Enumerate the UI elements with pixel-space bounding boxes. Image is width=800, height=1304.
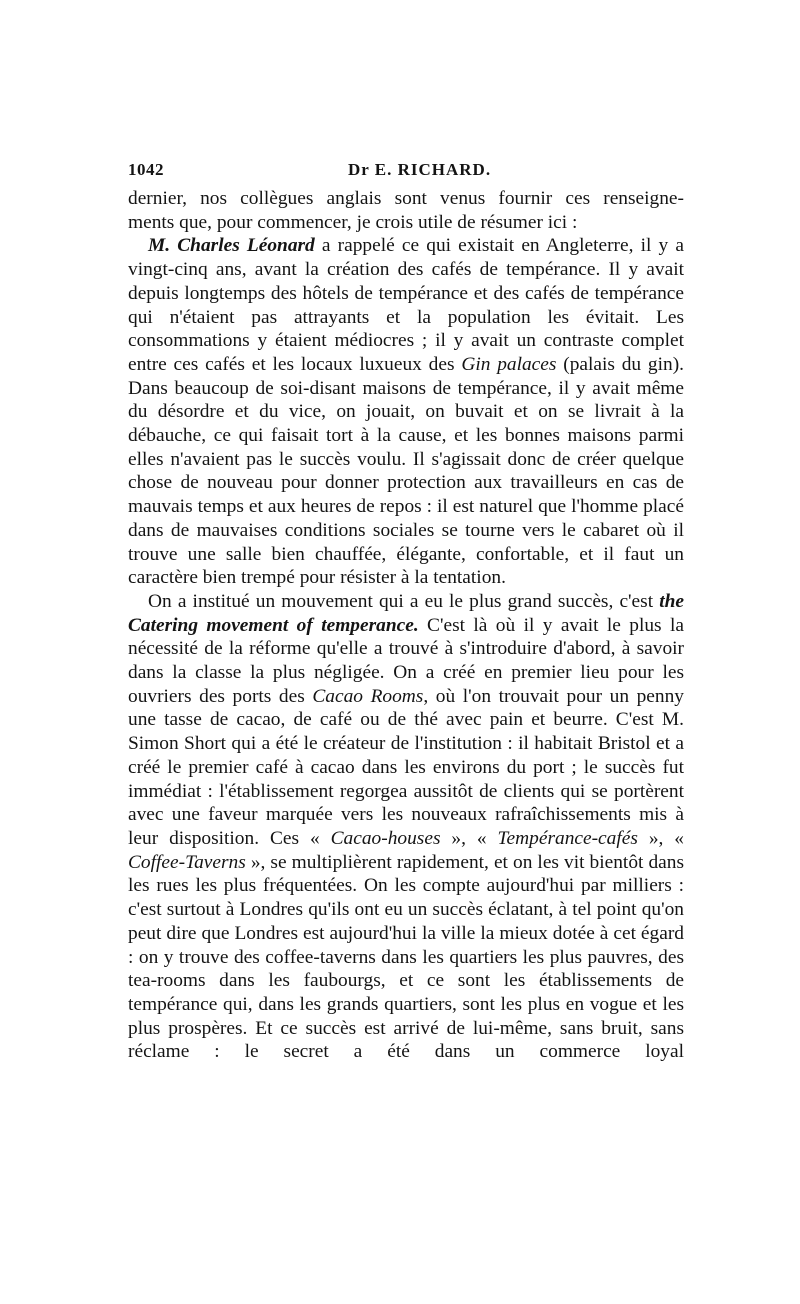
coffee-taverns-term: Coffee-Taverns	[128, 851, 246, 873]
temperance-cafes-term: Tempérance-cafés	[497, 827, 638, 849]
paragraph-text-continued: (palais du gin). Dans beaucoup de soi-disant maisons de tempérance, il y avait même du désordre et du vice, on jouait, on buvait et on se livrait à la débauche, ce qui faisait tort à la cause, et les bonnes maisons parmi elles n'avaient pas le succès voulu. Il s'agissait donc de créer quelque chose de nouveau pour donner protection aux travailleurs en cas de mauvais temps et aux heures de repos : il est naturel que l'homme placé dans de mauvaises conditions sociales se tourne vers le cabaret où il trouve une salle bien chauffée, élégante, confortable, et il faut un caractère bien trempé pour résister à la tentation.	[128, 353, 685, 589]
separator: », «	[637, 827, 685, 849]
paragraph-text: a rappelé ce qui existait en Angleterre, il y a vingt-cinq ans, avant la création des cafés de tempérance. Il y avait depuis longtemps des hôtels de tempérance et des cafés de tempérance qui n'étaient pas attrayants et la population les évitait. Les consommations y étaient médiocres ; il y avait un contraste complet entre ces cafés et les locaux luxueux des	[128, 235, 684, 375]
running-head-author: Dr E. RICHARD.	[348, 160, 492, 179]
paragraph-charles-leonard	[128, 234, 684, 590]
speaker-name: M. Charles Léonard	[148, 235, 315, 257]
body-text	[128, 187, 684, 1064]
paragraph-text-continued: , où l'on trouvait pour un penny une tasse de cacao, de café ou de thé avec pain et beurre. C'est M. Simon Short qui a été le créateur de l'institution : il habitait Bristol et a créé le premier café à cacao dans les environs du port ; le succès fut immédiat : l'établissement regorgea aussitôt de clients qui se portèrent avec une faveur marquée vers les nouveaux rafraîchissements mis à leur disposition. Ces «	[128, 685, 684, 849]
cacao-rooms-term: Cacao Rooms	[312, 685, 424, 707]
separator: », «	[440, 827, 498, 849]
paragraph-continued-line-2: ments que, pour commencer, je crois utile de résumer ici :	[128, 211, 578, 233]
cacao-houses-term: Cacao-houses	[330, 827, 441, 849]
paragraph-text-end: », se multiplièrent rapidement, et on les vit bientôt dans les rues les plus fréquentées. On les compte aujourd'hui par milliers : c'est surtout à Londres qu'ils ont eu un succès éclatant, à tel point qu'on peut dire que Londres est aujourd'hui la ville la mieux dotée à cet égard : on y trouve des coffee-taverns dans les quartiers les plus pauvres, des tea-rooms dans les faubourgs, et ce sont les établissements de tempérance qui, dans les grands quartiers, sont les plus en vogue et les plus prospères. Et ce succès est arrivé de lui-même, sans bruit, sans réclame : le secret a été dans un commerce loyal	[128, 851, 684, 1063]
paragraph-catering-movement	[128, 590, 684, 1064]
catering-movement-term: the Catering movement of temperance.	[128, 590, 684, 636]
paragraph-intro: On a institué un mouvement qui a eu le plus grand succès, c'est	[148, 590, 660, 612]
gin-palaces-term: Gin palaces	[461, 353, 557, 375]
paragraph-continued-line-1: dernier, nos collègues anglais sont venus fournir ces renseigne-	[128, 188, 684, 209]
page-number: 1042	[128, 160, 164, 179]
running-head	[128, 160, 710, 186]
paragraph-text: C'est là où il y avait le plus la nécessité de la réforme qu'elle a trouvé à s'introduire d'abord, à savoir dans la classe la plus négligée. On a créé en premier lieu pour les ouvriers des ports des	[128, 614, 684, 707]
